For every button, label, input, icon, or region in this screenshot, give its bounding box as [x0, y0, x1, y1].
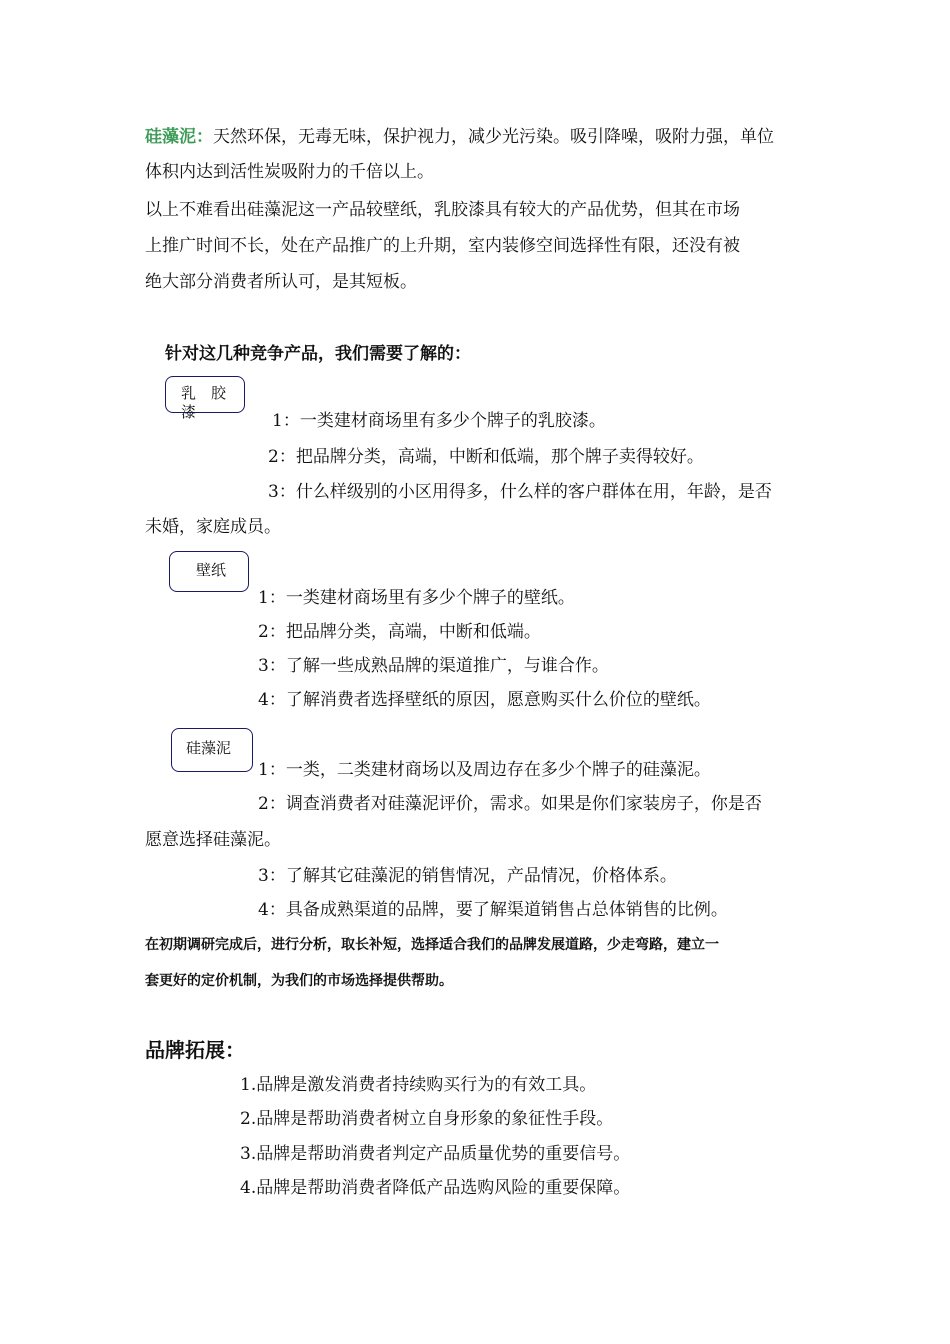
brand-item-3: 3.品牌是帮助消费者判定产品质量优势的重要信号。 — [240, 1144, 631, 1164]
brand-item-4: 4.品牌是帮助消费者降低产品选购风险的重要保障。 — [240, 1178, 631, 1198]
wallpaper-item-4: 4：了解消费者选择壁纸的原因，愿意购买什么价位的壁纸。 — [258, 690, 711, 710]
diatom-box — [171, 728, 253, 772]
intro-text-1: 天然环保，无毒无味，保护视力，减少光污染。吸引降噪，吸附力强，单位 — [213, 127, 774, 147]
summary-line-2: 套更好的定价机制，为我们的市场选择提供帮助。 — [145, 973, 453, 989]
wallpaper-item-1: 1：一类建材商场里有多少个牌子的壁纸。 — [258, 588, 575, 608]
intro-line-4: 上推广时间不长，处在产品推广的上升期，室内装修空间选择性有限，还没有被 — [145, 236, 740, 256]
diatom-item-2: 2：调查消费者对硅藻泥评价，需求。如果是你们家装房子，你是否 — [258, 794, 762, 814]
intro-label: 硅藻泥： — [145, 127, 213, 147]
diatom-item-2-cont: 愿意选择硅藻泥。 — [145, 830, 281, 850]
summary-line-1: 在初期调研完成后，进行分析，取长补短，选择适合我们的品牌发展道路，少走弯路，建立一 — [145, 937, 719, 953]
latex-item-1: 1：一类建材商场里有多少个牌子的乳胶漆。 — [272, 411, 606, 431]
latex-box — [165, 376, 245, 421]
latex-item-3-cont: 未婚，家庭成员。 — [145, 517, 281, 537]
latex-box-line-2: 漆 — [181, 403, 197, 421]
brand-item-2: 2.品牌是帮助消费者树立自身形象的象征性手段。 — [240, 1109, 614, 1129]
intro-line-3: 以上不难看出硅藻泥这一产品较壁纸，乳胶漆具有较大的产品优势，但其在市场 — [145, 200, 740, 220]
wallpaper-item-3: 3：了解一些成熟品牌的渠道推广，与谁合作。 — [258, 656, 609, 676]
intro-line-1 — [145, 126, 774, 148]
wallpaper-box-label: 壁纸 — [196, 561, 227, 579]
brand-heading: 品牌拓展： — [145, 1038, 245, 1062]
question-heading: 针对这几种竞争产品，我们需要了解的： — [165, 344, 471, 364]
diatom-box-label: 硅藻泥 — [186, 739, 232, 757]
brand-item-1: 1.品牌是激发消费者持续购买行为的有效工具。 — [240, 1075, 597, 1095]
latex-item-3: 3：什么样级别的小区用得多，什么样的客户群体在用，年龄，是否 — [268, 482, 772, 502]
wallpaper-item-2: 2：把品牌分类，高端，中断和低端。 — [258, 622, 541, 642]
diatom-item-1: 1：一类，二类建材商场以及周边存在多少个牌子的硅藻泥。 — [258, 760, 711, 780]
latex-box-line-1: 乳 胶 — [181, 384, 227, 402]
wallpaper-box — [169, 551, 249, 592]
diatom-item-3: 3：了解其它硅藻泥的销售情况，产品情况，价格体系。 — [258, 866, 677, 886]
intro-line-2: 体积内达到活性炭吸附力的千倍以上。 — [145, 162, 434, 182]
diatom-item-4: 4：具备成熟渠道的品牌，要了解渠道销售占总体销售的比例。 — [258, 900, 728, 920]
intro-line-5: 绝大部分消费者所认可，是其短板。 — [145, 272, 417, 292]
latex-item-2: 2：把品牌分类，高端，中断和低端，那个牌子卖得较好。 — [268, 447, 704, 467]
